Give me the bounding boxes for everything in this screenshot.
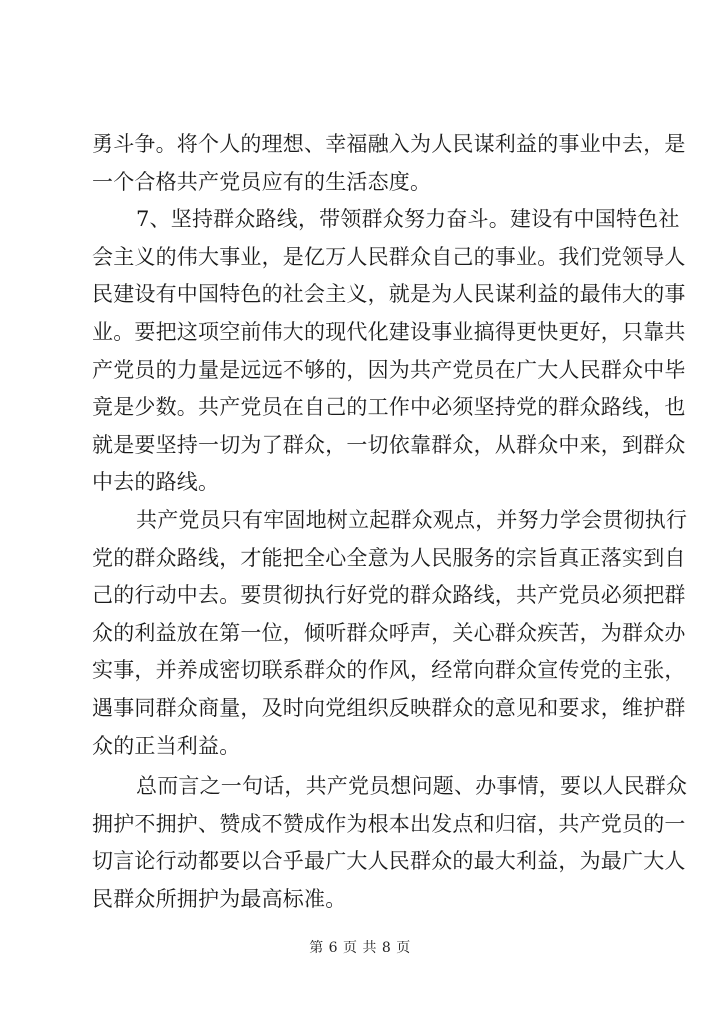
text-line: 会主义的伟大事业，是亿万人民群众自己的事业。我们党领导人 xyxy=(92,244,686,269)
text-line: 遇事同群众商量，及时向党组织反映群众的意见和要求，维护群 xyxy=(92,695,686,720)
text-line: 勇斗争。将个人的理想、幸福融入为人民谋利益的事业中去，是 xyxy=(92,132,686,156)
text-line: 党的群众路线，才能把全心全意为人民服务的宗旨真正落实到自 xyxy=(92,545,686,570)
text-line: 民建设有中国特色的社会主义，就是为人民谋利益的最伟大的事 xyxy=(92,282,686,307)
page-number-footer: 第 6 页 共 8 页 xyxy=(309,940,411,956)
text-line: 一个合格共产党员应有的生活态度。 xyxy=(92,169,432,194)
text-line: 总而言之一句话，共产党员想问题、办事情，要以人民群众 xyxy=(136,774,688,799)
text-line: 就是要坚持一切为了群众，一切依靠群众，从群众中来，到群众 xyxy=(92,432,686,457)
text-line: 中去的路线。 xyxy=(92,470,220,495)
text-line: 众的利益放在第一位，倾听群众呼声，关心群众疾苦，为群众办 xyxy=(92,620,686,645)
text-line: 民群众所拥护为最高标准。 xyxy=(92,886,347,911)
text-line: 7、坚持群众路线，带领群众努力奋斗。建设有中国特色社 xyxy=(136,207,680,232)
text-line: 切言论行动都要以合乎最广大人民群众的最大利益，为最广大人 xyxy=(92,849,686,874)
document-body xyxy=(92,126,688,918)
text-line: 共产党员只有牢固地树立起群众观点，并努力学会贯彻执行 xyxy=(136,507,688,532)
paragraph-4 xyxy=(92,768,688,918)
text-line: 拥护不拥护、赞成不赞成作为根本出发点和归宿，共产党员的一 xyxy=(92,811,686,836)
paragraph-1 xyxy=(92,126,686,201)
paragraph-3 xyxy=(92,502,688,765)
text-line: 竟是少数。共产党员在自己的工作中必须坚持党的群众路线，也 xyxy=(92,395,686,420)
text-line: 己的行动中去。要贯彻执行好党的群众路线，共产党员必须把群 xyxy=(92,583,686,608)
text-line: 业。要把这项空前伟大的现代化建设事业搞得更快更好，只靠共 xyxy=(92,319,686,344)
text-line: 众的正当利益。 xyxy=(92,733,241,758)
text-line: 实事，并养成密切联系群众的作风，经常向群众宣传党的主张， xyxy=(92,658,686,683)
paragraph-2 xyxy=(92,201,686,502)
text-line: 产党员的力量是远远不够的，因为共产党员在广大人民群众中毕 xyxy=(92,357,686,382)
